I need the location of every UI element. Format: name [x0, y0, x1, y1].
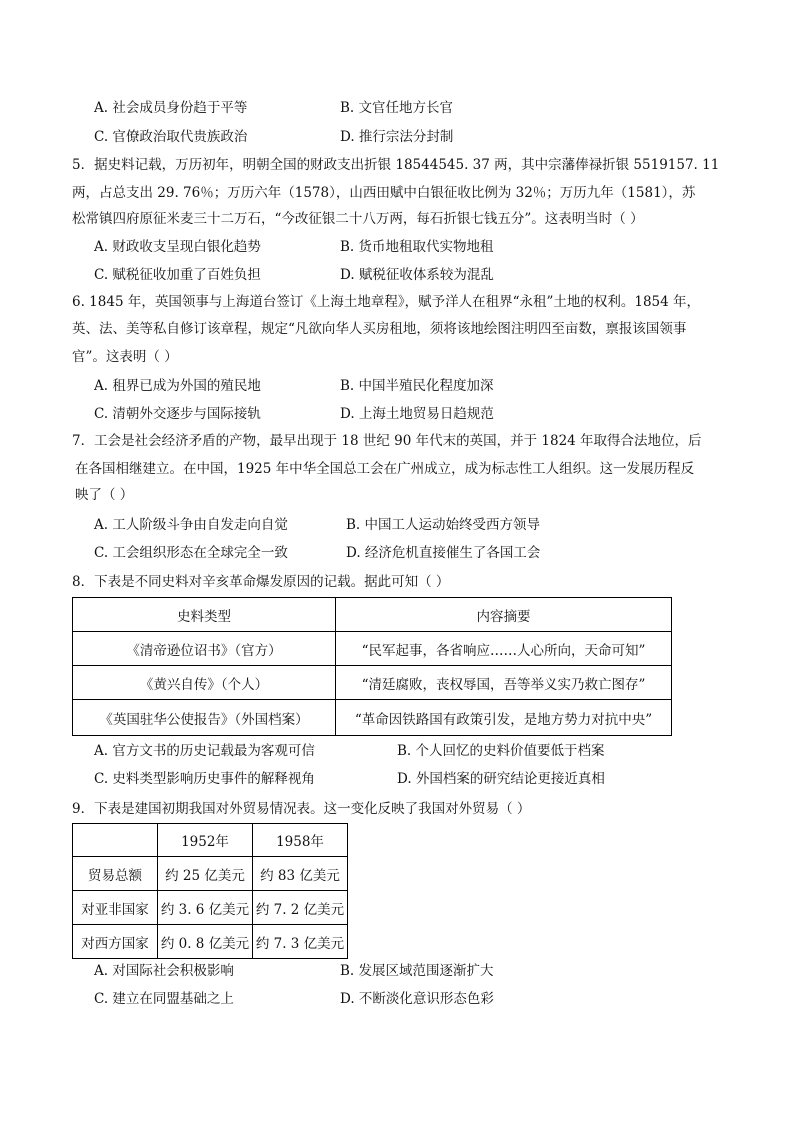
q5-stem-line-1: 5．据史料记载，万历初年，明朝全国的财政支出折银 18544545. 37 两，其中宗藩俸禄折银 5519157. 11	[72, 157, 720, 173]
q9-option-b: B. 发展区域范围逐渐扩大	[340, 963, 494, 979]
q7-option-a: A. 工人阶级斗争由自发走向自觉	[94, 517, 288, 533]
q8-table-header: 史料类型	[73, 598, 336, 632]
q6-option-b: B. 中国半殖民化程度加深	[340, 378, 494, 394]
q8-stem: 8．下表是不同史料对辛亥革命爆发原因的记载。据此可知（ ）	[72, 574, 450, 590]
q8-table-cell: “民军起事，各省响应……人心所向，天命可知”	[336, 632, 672, 666]
q7-stem-line-3: 映了（ ）	[75, 487, 134, 503]
q9-option-c: C. 建立在同盟基础之上	[94, 991, 234, 1007]
q7-stem-line-2: 在各国相继建立。在中国，1925 年中华全国总工会在广州成立，成为标志性工人组织。这一发展历程反	[75, 461, 695, 477]
q6-option-a: A. 租界已成为外国的殖民地	[94, 378, 261, 394]
q4-option-b: B. 文官任地方长官	[340, 100, 454, 116]
q9-table-cell: 约 7. 3 亿美元	[253, 925, 348, 959]
q8-table-cell: 《黄兴自传》（个人）	[73, 666, 336, 700]
q4-option-a: A. 社会成员身份趋于平等	[94, 100, 248, 116]
q8-option-a: A. 官方文书的历史记载最为客观可信	[94, 743, 315, 759]
q8-option-d: D. 外国档案的研究结论更接近真相	[397, 771, 605, 787]
q9-option-d: D. 不断淡化意识形态色彩	[340, 991, 494, 1007]
q9-stem: 9．下表是建国初期我国对外贸易情况表。这一变化反映了我国对外贸易（ ）	[72, 801, 531, 817]
q9-table-header: 1952年	[158, 824, 253, 857]
q9-table-cell: 约 3. 6 亿美元	[158, 891, 253, 925]
q7-option-c: C. 工会组织形态在全球完全一致	[94, 545, 288, 561]
q9-table-header	[73, 824, 158, 857]
q9-table-cell: 对西方国家	[73, 925, 158, 959]
q9-table-cell: 贸易总额	[73, 857, 158, 891]
q4-option-d: D. 推行宗法分封制	[340, 129, 454, 145]
q8-source-table	[72, 597, 672, 736]
q7-stem-line-1: 7．工会是社会经济矛盾的产物，最早出现于 18 世纪 90 年代末的英国，并于 1824 年取得合法地位，后	[72, 433, 702, 449]
q8-option-b: B. 个人回忆的史料价值要低于档案	[397, 743, 605, 759]
q8-option-c: C. 史料类型影响历史事件的解释视角	[94, 771, 315, 787]
q5-option-c: C. 赋税征收加重了百姓负担	[94, 267, 261, 283]
q4-option-c: C. 官僚政治取代贵族政治	[94, 129, 248, 145]
q6-stem-line-2: 英、法、美等私自修订该章程，规定“凡欲向华人买房租地，须将该地绘图注明四至亩数，禀报该国领事	[72, 321, 687, 337]
q5-stem-line-3: 松常镇四府原征米麦三十二万石，“今改征银二十八万两，每石折银七钱五分”。这表明当时（ ）	[72, 211, 644, 227]
q8-table-header: 内容摘要	[336, 598, 672, 632]
q7-option-d: D. 经济危机直接催生了各国工会	[346, 545, 541, 561]
q9-table-header: 1958年	[253, 824, 348, 857]
q8-table-cell: “清廷腐败，丧权辱国，吾等举义实乃救亡图存”	[336, 666, 672, 700]
q6-option-d: D. 上海土地贸易日趋规范	[340, 406, 494, 422]
q6-stem-line-3: 官”。这表明（ ）	[72, 349, 178, 365]
q6-stem-line-1: 6. 1845 年，英国领事与上海道台签订《上海土地章程》，赋予洋人在租界“永租”土地的权利。1854 年，	[72, 294, 701, 310]
q9-table-cell: 约 0. 8 亿美元	[158, 925, 253, 959]
q5-stem-line-2: 两，占总支出 29. 76％；万历六年（1578），山西田赋中白银征收比例为 32％；万历九年（1581），苏	[72, 185, 696, 201]
q8-table-cell: 《清帝逊位诏书》（官方）	[73, 632, 336, 666]
q9-table-cell: 约 25 亿美元	[158, 857, 253, 891]
q8-table-cell: “革命因铁路国有政策引发，是地方势力对抗中央”	[336, 700, 672, 736]
q7-option-b: B. 中国工人运动始终受西方领导	[346, 517, 541, 533]
q6-option-c: C. 清朝外交逐步与国际接轨	[94, 406, 261, 422]
q5-option-a: A. 财政收支呈现白银化趋势	[94, 239, 261, 255]
q9-trade-table	[72, 823, 348, 959]
q9-table-cell: 约 83 亿美元	[253, 857, 348, 891]
q8-table-cell: 《英国驻华公使报告》（外国档案）	[73, 700, 336, 736]
q9-option-a: A. 对国际社会积极影响	[94, 963, 234, 979]
q5-option-b: B. 货币地租取代实物地租	[340, 239, 494, 255]
q9-table-cell: 对亚非国家	[73, 891, 158, 925]
q5-option-d: D. 赋税征收体系较为混乱	[340, 267, 494, 283]
q9-table-cell: 约 7. 2 亿美元	[253, 891, 348, 925]
